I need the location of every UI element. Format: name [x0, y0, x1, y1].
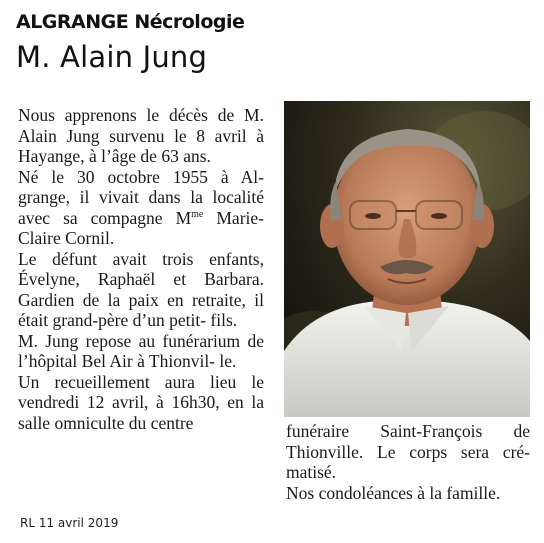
source-line: RL 11 avril 2019 [20, 516, 119, 530]
article-headline: M. Alain Jung [16, 40, 208, 74]
birth-text: Né le 30 octobre 1955 à Al- grange, il vivait dans la localité avec sa compagne M [18, 166, 264, 228]
article-column-right [286, 421, 530, 503]
paragraph-condolences: Nos condoléances à la famille. [286, 482, 501, 503]
paragraph-birth [18, 167, 264, 249]
paragraph-funerarium: M. Jung repose au funérarium de l’hôpital Bel Air à Thionvil- le. [18, 330, 264, 371]
companion-name: Marie- Claire Cornil. [18, 207, 264, 248]
section-kicker: ALGRANGE Nécrologie [16, 11, 245, 33]
paragraph-family: Le défunt avait trois enfants, Évelyne, Raphaël et Barbara. Gardien de la paix en retraite, il était grand-père d’un petit- fils. [18, 248, 264, 330]
article-column-left [18, 105, 264, 433]
paragraph-cremation: funéraire Saint-François de Thionville. Le corps sera cré- matisé. [286, 421, 530, 482]
paragraph-announcement: Nous apprenons le décès de M. Alain Jung survenu le 8 avril à Hayange, à l’âge de 63 ans. [18, 105, 264, 166]
portrait-photo [284, 101, 530, 417]
mme-superscript: me [191, 208, 204, 220]
paragraph-ceremony: Un recueillement aura lieu le vendredi 12 avril, à 16h30, en la salle omniculte du centre [18, 371, 264, 433]
